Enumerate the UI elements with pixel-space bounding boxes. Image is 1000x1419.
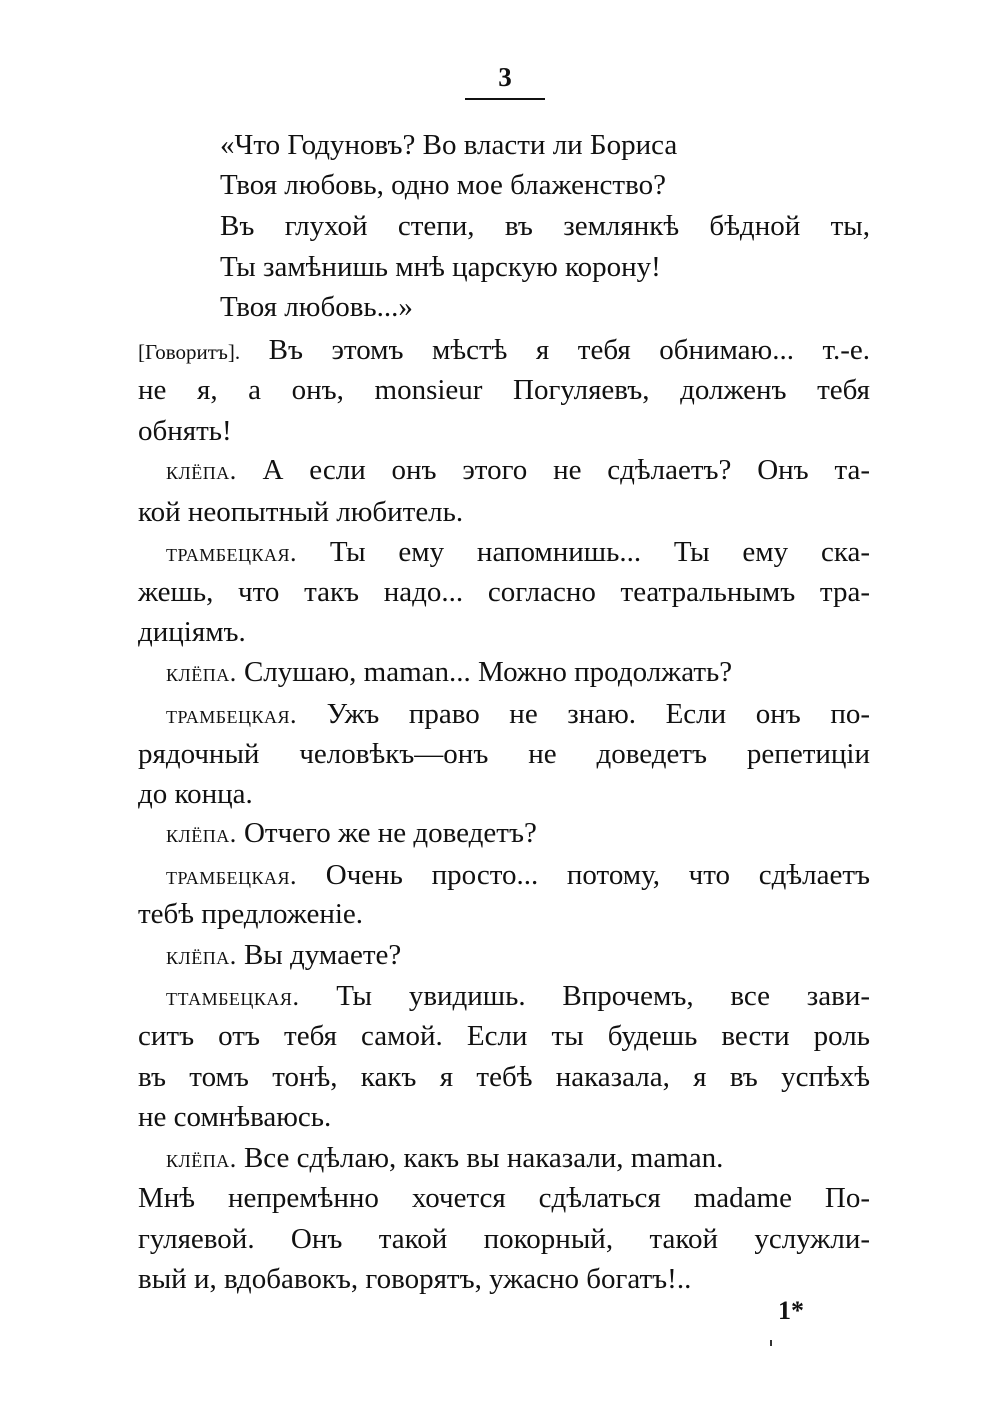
- speaker-name: трамбецкая.: [166, 700, 298, 729]
- stage-direction: [Говоритъ].: [138, 340, 241, 364]
- text-line: [138, 776, 870, 812]
- text-line: [166, 696, 870, 733]
- line-text: вый и, вдобавокъ, говорятъ, ужасно богатъ!..: [138, 1263, 692, 1295]
- text-line: [138, 1221, 870, 1257]
- verse-line: Ты замѣнишь мнѣ царскую корону!: [220, 251, 661, 283]
- text-line: [166, 937, 870, 974]
- line-text: Ты ему напомнишь... Ты ему ска-: [329, 536, 870, 568]
- line-text: Въ этомъ мѣстѣ я тебя обнимаю... т.-е.: [268, 334, 871, 366]
- line-text: тебѣ предложеніе.: [138, 898, 364, 930]
- text-line: [138, 574, 870, 610]
- line-text: Ужъ право не знаю. Если онъ по-: [326, 698, 870, 730]
- verse-line: Твоя любовь...»: [220, 291, 413, 323]
- text-line: [138, 1180, 870, 1216]
- page-number-rule: [465, 98, 545, 100]
- speaker-name: трамбецкая.: [166, 538, 298, 567]
- line-text: до конца.: [138, 778, 253, 810]
- speaker-name: клёпа.: [166, 819, 237, 848]
- speaker-name: трамбецкая.: [166, 861, 298, 890]
- text-line: [166, 978, 870, 1015]
- text-line: [138, 413, 870, 449]
- line-text: А если онъ этого не сдѣлаетъ? Онъ та-: [262, 454, 871, 486]
- line-text: Очень просто... потому, что сдѣлаетъ: [325, 859, 870, 891]
- text-line: [166, 1140, 870, 1177]
- text-line: [138, 736, 870, 772]
- text-line: [166, 534, 870, 571]
- line-text: Ты увидишь. Впрочемъ, все зави-: [336, 980, 871, 1012]
- line-text: диціямъ.: [138, 616, 246, 648]
- line-text: Отчего же не доведетъ?: [243, 817, 537, 849]
- speaker-name: клёпа.: [166, 658, 237, 687]
- signature-mark: 1*: [778, 1296, 804, 1325]
- line-text: въ томъ тонѣ, какъ я тебѣ наказала, я въ успѣхѣ: [138, 1061, 870, 1093]
- speaker-name: клёпа.: [166, 1144, 237, 1173]
- line-text: рядочный человѣкъ—онъ не доведетъ репетиціи: [138, 738, 870, 770]
- verse-line: Въ глухой степи, въ землянкѣ бѣдной ты,: [220, 210, 870, 242]
- text-line: [138, 332, 870, 370]
- line-text: не я, а онъ, monsieur Погуляевъ, долженъ тебя: [138, 374, 870, 406]
- line-text: обнять!: [138, 415, 232, 447]
- line-text: гуляевой. Онъ такой покорный, такой услужли-: [138, 1223, 870, 1255]
- text-line: [166, 815, 870, 852]
- text-line: [166, 654, 870, 691]
- line-text: кой неопытный любитель.: [138, 496, 464, 528]
- speaker-name: ттамбецкая.: [166, 982, 300, 1011]
- text-line: [138, 1261, 870, 1297]
- line-text: ситъ отъ тебя самой. Если ты будешь вести роль: [138, 1020, 870, 1052]
- line-text: Мнѣ непремѣнно хочется сдѣлаться madame По-: [138, 1182, 870, 1214]
- verse-line: Твоя любовь, одно мое блаженство?: [220, 169, 666, 201]
- page-number: 3: [498, 62, 512, 92]
- verse-line: «Что Годуновъ? Во власти ли Бориса: [220, 129, 678, 161]
- text-line: [138, 372, 870, 408]
- speaker-name: клёпа.: [166, 456, 237, 485]
- line-text: не сомнѣваюсь.: [138, 1101, 332, 1133]
- line-text: Все сдѣлаю, какъ вы наказали, maman.: [243, 1142, 724, 1174]
- text-line: [138, 1059, 870, 1095]
- scan-mark: [770, 1340, 772, 1346]
- line-text: Вы думаете?: [243, 939, 402, 971]
- text-line: [138, 614, 870, 650]
- text-line: [138, 1099, 870, 1135]
- speaker-name: клёпа.: [166, 941, 237, 970]
- text-line: [138, 1018, 870, 1054]
- text-line: [166, 857, 870, 894]
- text-line: [138, 494, 870, 530]
- text-line: [166, 452, 870, 489]
- line-text: жешь, что такъ надо... согласно театральнымъ тра-: [138, 576, 870, 608]
- line-text: Слушаю, maman... Можно продолжать?: [243, 656, 733, 688]
- text-line: [138, 896, 870, 932]
